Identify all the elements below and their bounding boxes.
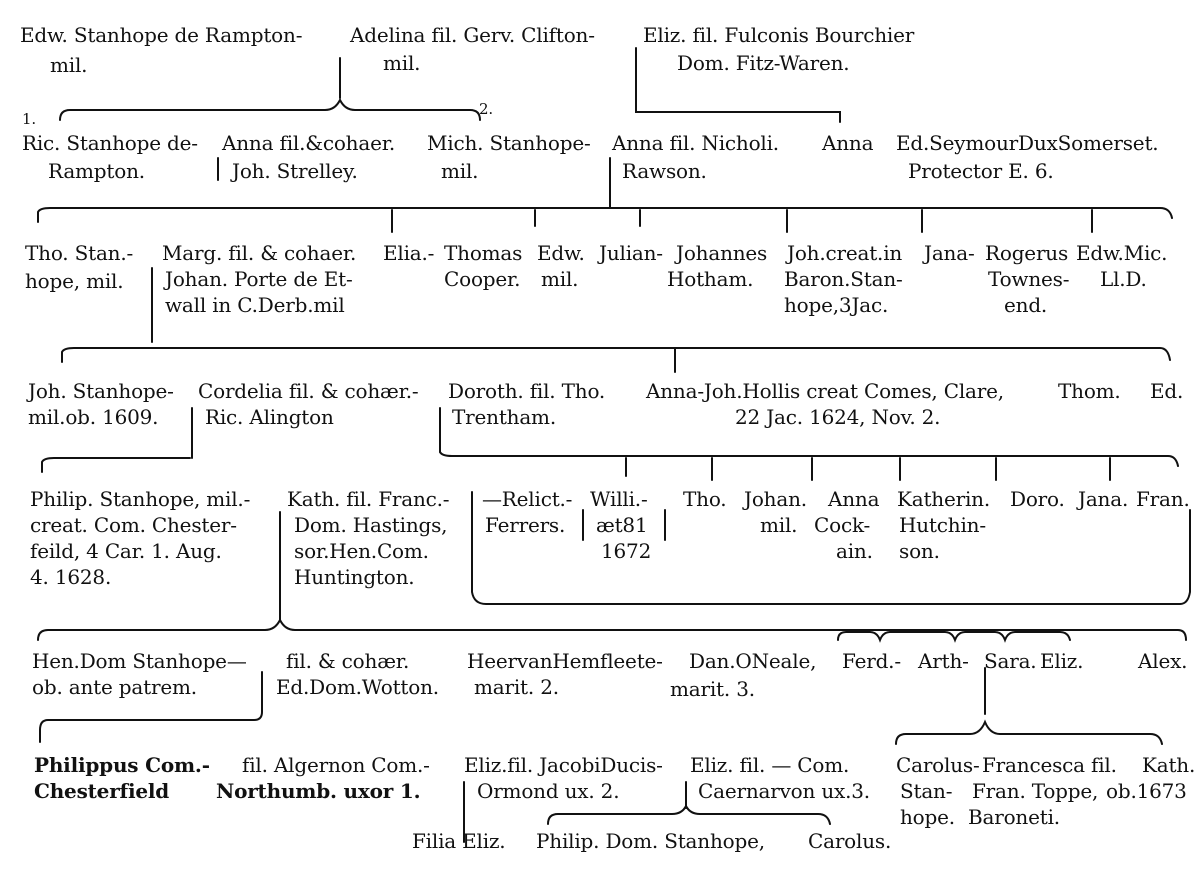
person-dom-hastings: Dom. Hastings, — [294, 513, 448, 537]
person-julian: Julian- — [599, 241, 663, 265]
person-ric-alington: Ric. Alington — [205, 405, 334, 429]
sibling-brace — [38, 620, 1186, 640]
person-rogerus: Rogerus — [985, 241, 1069, 265]
person-edw-mic-degree: Ll.D. — [1100, 267, 1147, 291]
person-northumb: Northumb. uxor 1. — [216, 779, 421, 803]
person-jana: Jana. — [1078, 487, 1129, 511]
person-ferrers: Ferrers. — [485, 513, 566, 537]
person-willi-age: æt81 — [596, 513, 648, 537]
person-oneale-marit: marit. 3. — [670, 677, 755, 701]
person-ormond: Ormond ux. 2. — [477, 779, 620, 803]
person-protector: Protector E. 6. — [908, 159, 1054, 183]
issue-number: 2. — [479, 100, 493, 118]
person-hotham: Hotham. — [667, 267, 754, 291]
person-dan-oneale: Dan.ONeale, — [689, 649, 817, 673]
person-fil-wotton: fil. & cohær. — [286, 649, 410, 673]
sibling-brace — [548, 806, 830, 824]
person-eliz-caernarvon: Eliz. fil. — Com. — [690, 753, 850, 777]
person-edw-title: mil. — [541, 267, 579, 291]
person-jana: Jana- — [924, 241, 975, 265]
person-willi-year: 1672 — [601, 539, 652, 563]
person-anna-hollis: Anna-Joh.Hollis creat Comes, Clare, — [646, 379, 1004, 403]
person-dom-fitz-waren: Dom. Fitz-Waren. — [677, 51, 850, 75]
person-carolus-stanhope: Carolus- — [896, 753, 980, 777]
person-anna-strelley: Anna fil.&cohaer. — [222, 131, 396, 155]
person-fil-algernon: fil. Algernon Com.- — [242, 753, 430, 777]
person-thom: Thom. — [1058, 379, 1121, 403]
person-townesend: Townes- — [988, 267, 1070, 291]
person-joh-stanhope-ob: mil.ob. 1609. — [28, 405, 159, 429]
sibling-brace — [896, 722, 1162, 744]
person-joh-baron-2: Baron.Stan- — [784, 267, 903, 291]
person-ferd: Ferd.- — [842, 649, 901, 673]
person-johan-porte: Johan. Porte de Et- — [165, 267, 353, 291]
person-carolus: Carolus. — [808, 829, 892, 853]
person-cooper: Cooper. — [444, 267, 521, 291]
person-joh-baron-3: hope,3Jac. — [784, 293, 889, 317]
person-tho-stanhope: Tho. Stan.- — [25, 241, 134, 265]
person-elia: Elia.- — [383, 241, 435, 265]
person-caernarvon: Caernarvon ux.3. — [698, 779, 870, 803]
person-mich-title: mil. — [441, 159, 479, 183]
person-sor-hen: sor.Hen.Com. — [294, 539, 429, 563]
person-johan: Johan. — [744, 487, 807, 511]
person-ed-dom-wotton: Ed.Dom.Wotton. — [276, 675, 439, 699]
person-mich-stanhope: Mich. Stanhope- — [427, 131, 591, 155]
person-sara: Sara. — [984, 649, 1037, 673]
person-fran-toppe: Fran. Toppe, — [972, 779, 1099, 803]
person-alex: Alex. — [1138, 649, 1188, 673]
person-heervan-marit: marit. 2. — [474, 675, 559, 699]
person-adelina: Adelina fil. Gerv. Clifton- — [350, 23, 595, 47]
person-doroth: Doroth. fil. Tho. — [448, 379, 606, 403]
person-tho-title: hope, mil. — [25, 269, 124, 293]
person-johan-place: wall in C.Derb.mil — [165, 293, 345, 317]
person-trentham: Trentham. — [452, 405, 556, 429]
person-ric-stanhope: Ric. Stanhope de- — [22, 131, 198, 155]
person-philippus: Philippus Com.- — [34, 753, 210, 777]
person-doro: Doro. — [1010, 487, 1065, 511]
person-eliz-jacobi: Eliz.fil. JacobiDucis- — [464, 753, 663, 777]
person-johan-title: mil. — [760, 513, 798, 537]
person-hen-dom-stanhope: Hen.Dom Stanhope— — [32, 649, 247, 673]
sibling-bar — [62, 348, 1170, 362]
person-adelina-title: mil. — [383, 51, 421, 75]
person-katherin: Katherin. — [897, 487, 991, 511]
person-rawson: Rawson. — [622, 159, 707, 183]
person-cockain-2: ain. — [836, 539, 873, 563]
person-hollis-date: 22 Jac. 1624, Nov. 2. — [735, 405, 941, 429]
person-ed: Ed. — [1150, 379, 1184, 403]
person-joh-stanhope: Joh. Stanhope- — [28, 379, 174, 403]
person-carolus-stan: Stan- — [900, 779, 953, 803]
person-willi: Willi.- — [590, 487, 648, 511]
person-philip-stanhope: Philip. Stanhope, mil.- — [30, 487, 251, 511]
person-philip-dom-stanhope: Philip. Dom. Stanhope, — [536, 829, 765, 853]
person-townesend-2: end. — [1004, 293, 1048, 317]
issue-number: 1. — [22, 110, 36, 128]
sibling-brace — [838, 632, 1070, 640]
person-filia-eliz: Filia Eliz. — [412, 829, 506, 853]
person-cockain: Cock- — [814, 513, 871, 537]
person-edw-mic: Edw.Mic. — [1076, 241, 1168, 265]
person-cordelia: Cordelia fil. & cohær.- — [198, 379, 419, 403]
person-ed-seymour: Ed.SeymourDuxSomerset. — [896, 131, 1159, 155]
person-philip-date: 4. 1628. — [30, 565, 112, 589]
person-kath-ob: ob.1673 — [1106, 779, 1187, 803]
person-fran: Fran. — [1136, 487, 1190, 511]
person-joh-strelley: Joh. Strelley. — [232, 159, 358, 183]
sibling-bar — [38, 208, 1172, 222]
person-arth: Arth- — [918, 649, 969, 673]
person-kath-hastings: Kath. fil. Franc.- — [287, 487, 450, 511]
person-johannes-hotham: Johannes — [676, 241, 768, 265]
person-hutchinson-2: son. — [899, 539, 940, 563]
person-tho: Tho. — [683, 487, 727, 511]
person-carolus-hope: hope. — [900, 805, 955, 829]
person-anna-cockain: Anna — [828, 487, 880, 511]
person-huntington: Huntington. — [294, 565, 415, 589]
person-ric-place: Rampton. — [48, 159, 145, 183]
sibling-bar — [42, 458, 190, 472]
person-chesterfield: Chesterfield — [34, 779, 170, 803]
person-eliz: Eliz. — [1040, 649, 1084, 673]
person-philip-creat: creat. Com. Chester- — [30, 513, 237, 537]
person-edw: Edw. — [537, 241, 585, 265]
person-kath: Kath. — [1142, 753, 1196, 777]
person-eliz-bourchier: Eliz. fil. Fulconis Bourchier — [643, 23, 915, 47]
person-francesca: Francesca fil. — [982, 753, 1117, 777]
person-hutchinson: Hutchin- — [899, 513, 986, 537]
person-marg-porte: Marg. fil. & cohaer. — [162, 241, 357, 265]
sibling-brace — [60, 100, 480, 120]
person-philip-feild: feild, 4 Car. 1. Aug. — [30, 539, 222, 563]
person-thomas-cooper: Thomas — [444, 241, 523, 265]
person-hen-ob: ob. ante patrem. — [32, 675, 197, 699]
person-joh-baron: Joh.creat.in — [787, 241, 903, 265]
person-anna: Anna — [822, 131, 874, 155]
person-edw-title: mil. — [50, 53, 88, 77]
person-anna-nicholi: Anna fil. Nicholi. — [612, 131, 779, 155]
sibling-bar — [440, 452, 1178, 466]
person-baroneti: Baroneti. — [968, 805, 1060, 829]
person-relict: —Relict.- — [482, 487, 573, 511]
descent-line — [40, 700, 262, 742]
person-heervan: HeervanHemfleete- — [467, 649, 663, 673]
person-edw-stanhope: Edw. Stanhope de Rampton- — [20, 23, 303, 47]
